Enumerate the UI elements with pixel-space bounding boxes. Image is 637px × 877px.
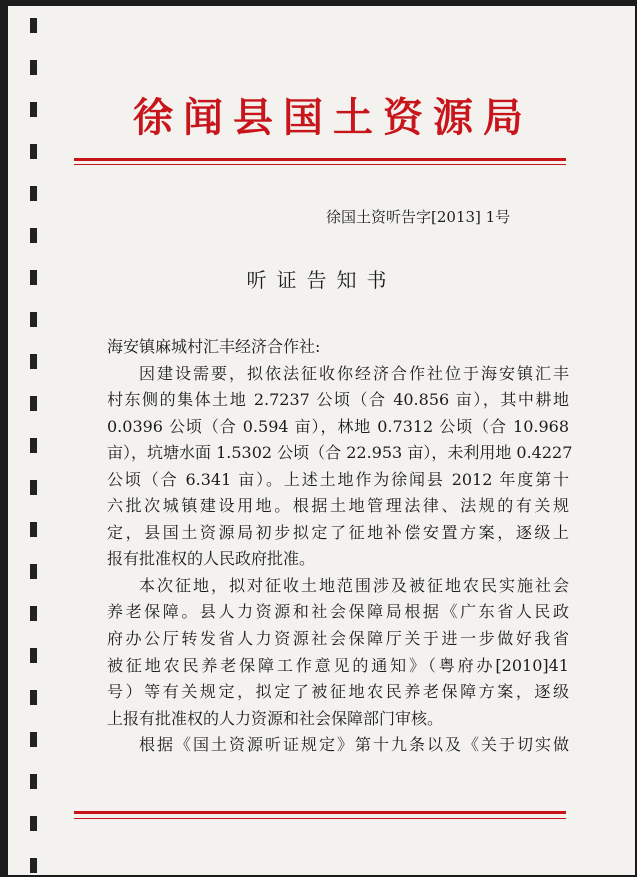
document-number: 徐国土资听告字[2013] 1号 — [326, 208, 511, 226]
perforation-hole — [30, 774, 37, 789]
perforation-hole — [30, 60, 37, 75]
document-title: 听证告知书 — [246, 268, 397, 292]
perforation-hole — [30, 228, 37, 243]
body-line: 报有批准权的人民政府批准。 — [107, 549, 316, 569]
perforation-hole — [30, 816, 37, 831]
addressee: 海安镇麻城村汇丰经济合作社: — [107, 337, 321, 356]
perforation-hole — [30, 354, 37, 369]
agency-letterhead: 徐闻县国土资源局 — [133, 94, 533, 141]
perforation-hole — [30, 144, 37, 159]
body-line: 公顷（合 6.341 亩）。上述土地作为徐闻县 2012 年度第十 — [107, 469, 569, 489]
perforation-hole — [30, 606, 37, 621]
body-line: 亩），坑塘水面 1.5302 公顷（合 22.953 亩），未利用地 0.4227 — [107, 443, 573, 463]
body-line: 根据《国土资源听证规定》第十九条以及《关于切实做 — [139, 735, 569, 755]
letterhead-rule-thick — [74, 158, 566, 161]
perforation-hole — [30, 18, 37, 33]
body-line: 村东侧的集体土地 2.7237 公顷（合 40.856 亩），其中耕地 — [107, 390, 569, 410]
perforation-hole — [30, 480, 37, 495]
document-page — [8, 6, 635, 875]
body-line: 被征地农民养老保障工作意见的通知》（粤府办[2010]41 — [107, 655, 569, 675]
body-line: 养老保障。县人力资源和社会保障局根据《广东省人民政 — [107, 602, 569, 622]
body-line: 府办公厅转发省人力资源社会保障厅关于进一步做好我省 — [107, 629, 569, 649]
perforation-hole — [30, 186, 37, 201]
perforation-hole — [30, 396, 37, 411]
body-line: 本次征地，拟对征收土地范围涉及被征地农民实施社会 — [139, 575, 569, 595]
perforation-hole — [30, 522, 37, 537]
body-line: 因建设需要，拟依法征收你经济合作社位于海安镇汇丰 — [139, 363, 569, 383]
footer-rule-thin — [74, 818, 566, 819]
perforation-hole — [30, 102, 37, 117]
body-line: 0.0396 公顷（合 0.594 亩），林地 0.7312 公顷（合 10.968 — [107, 416, 569, 436]
perforation-hole — [30, 648, 37, 663]
perforation-hole — [30, 858, 37, 873]
perforation-hole — [30, 690, 37, 705]
body-line: 定，县国土资源局初步拟定了征地补偿安置方案，逐级上 — [107, 522, 569, 542]
document-body — [107, 334, 573, 759]
perforation-hole — [30, 438, 37, 453]
letterhead-rule-thin — [74, 164, 566, 165]
perforation-hole — [30, 564, 37, 579]
body-line: 号）等有关规定，拟定了被征地农民养老保障方案，逐级 — [107, 682, 569, 702]
perforation-strip — [30, 6, 40, 875]
perforation-hole — [30, 732, 37, 747]
perforation-hole — [30, 312, 37, 327]
body-line: 上报有批准权的人力资源和社会保障部门审核。 — [107, 708, 444, 728]
body-line: 六批次城镇建设用地。根据土地管理法律、法规的有关规 — [107, 496, 569, 516]
footer-rule-thick — [74, 811, 566, 814]
